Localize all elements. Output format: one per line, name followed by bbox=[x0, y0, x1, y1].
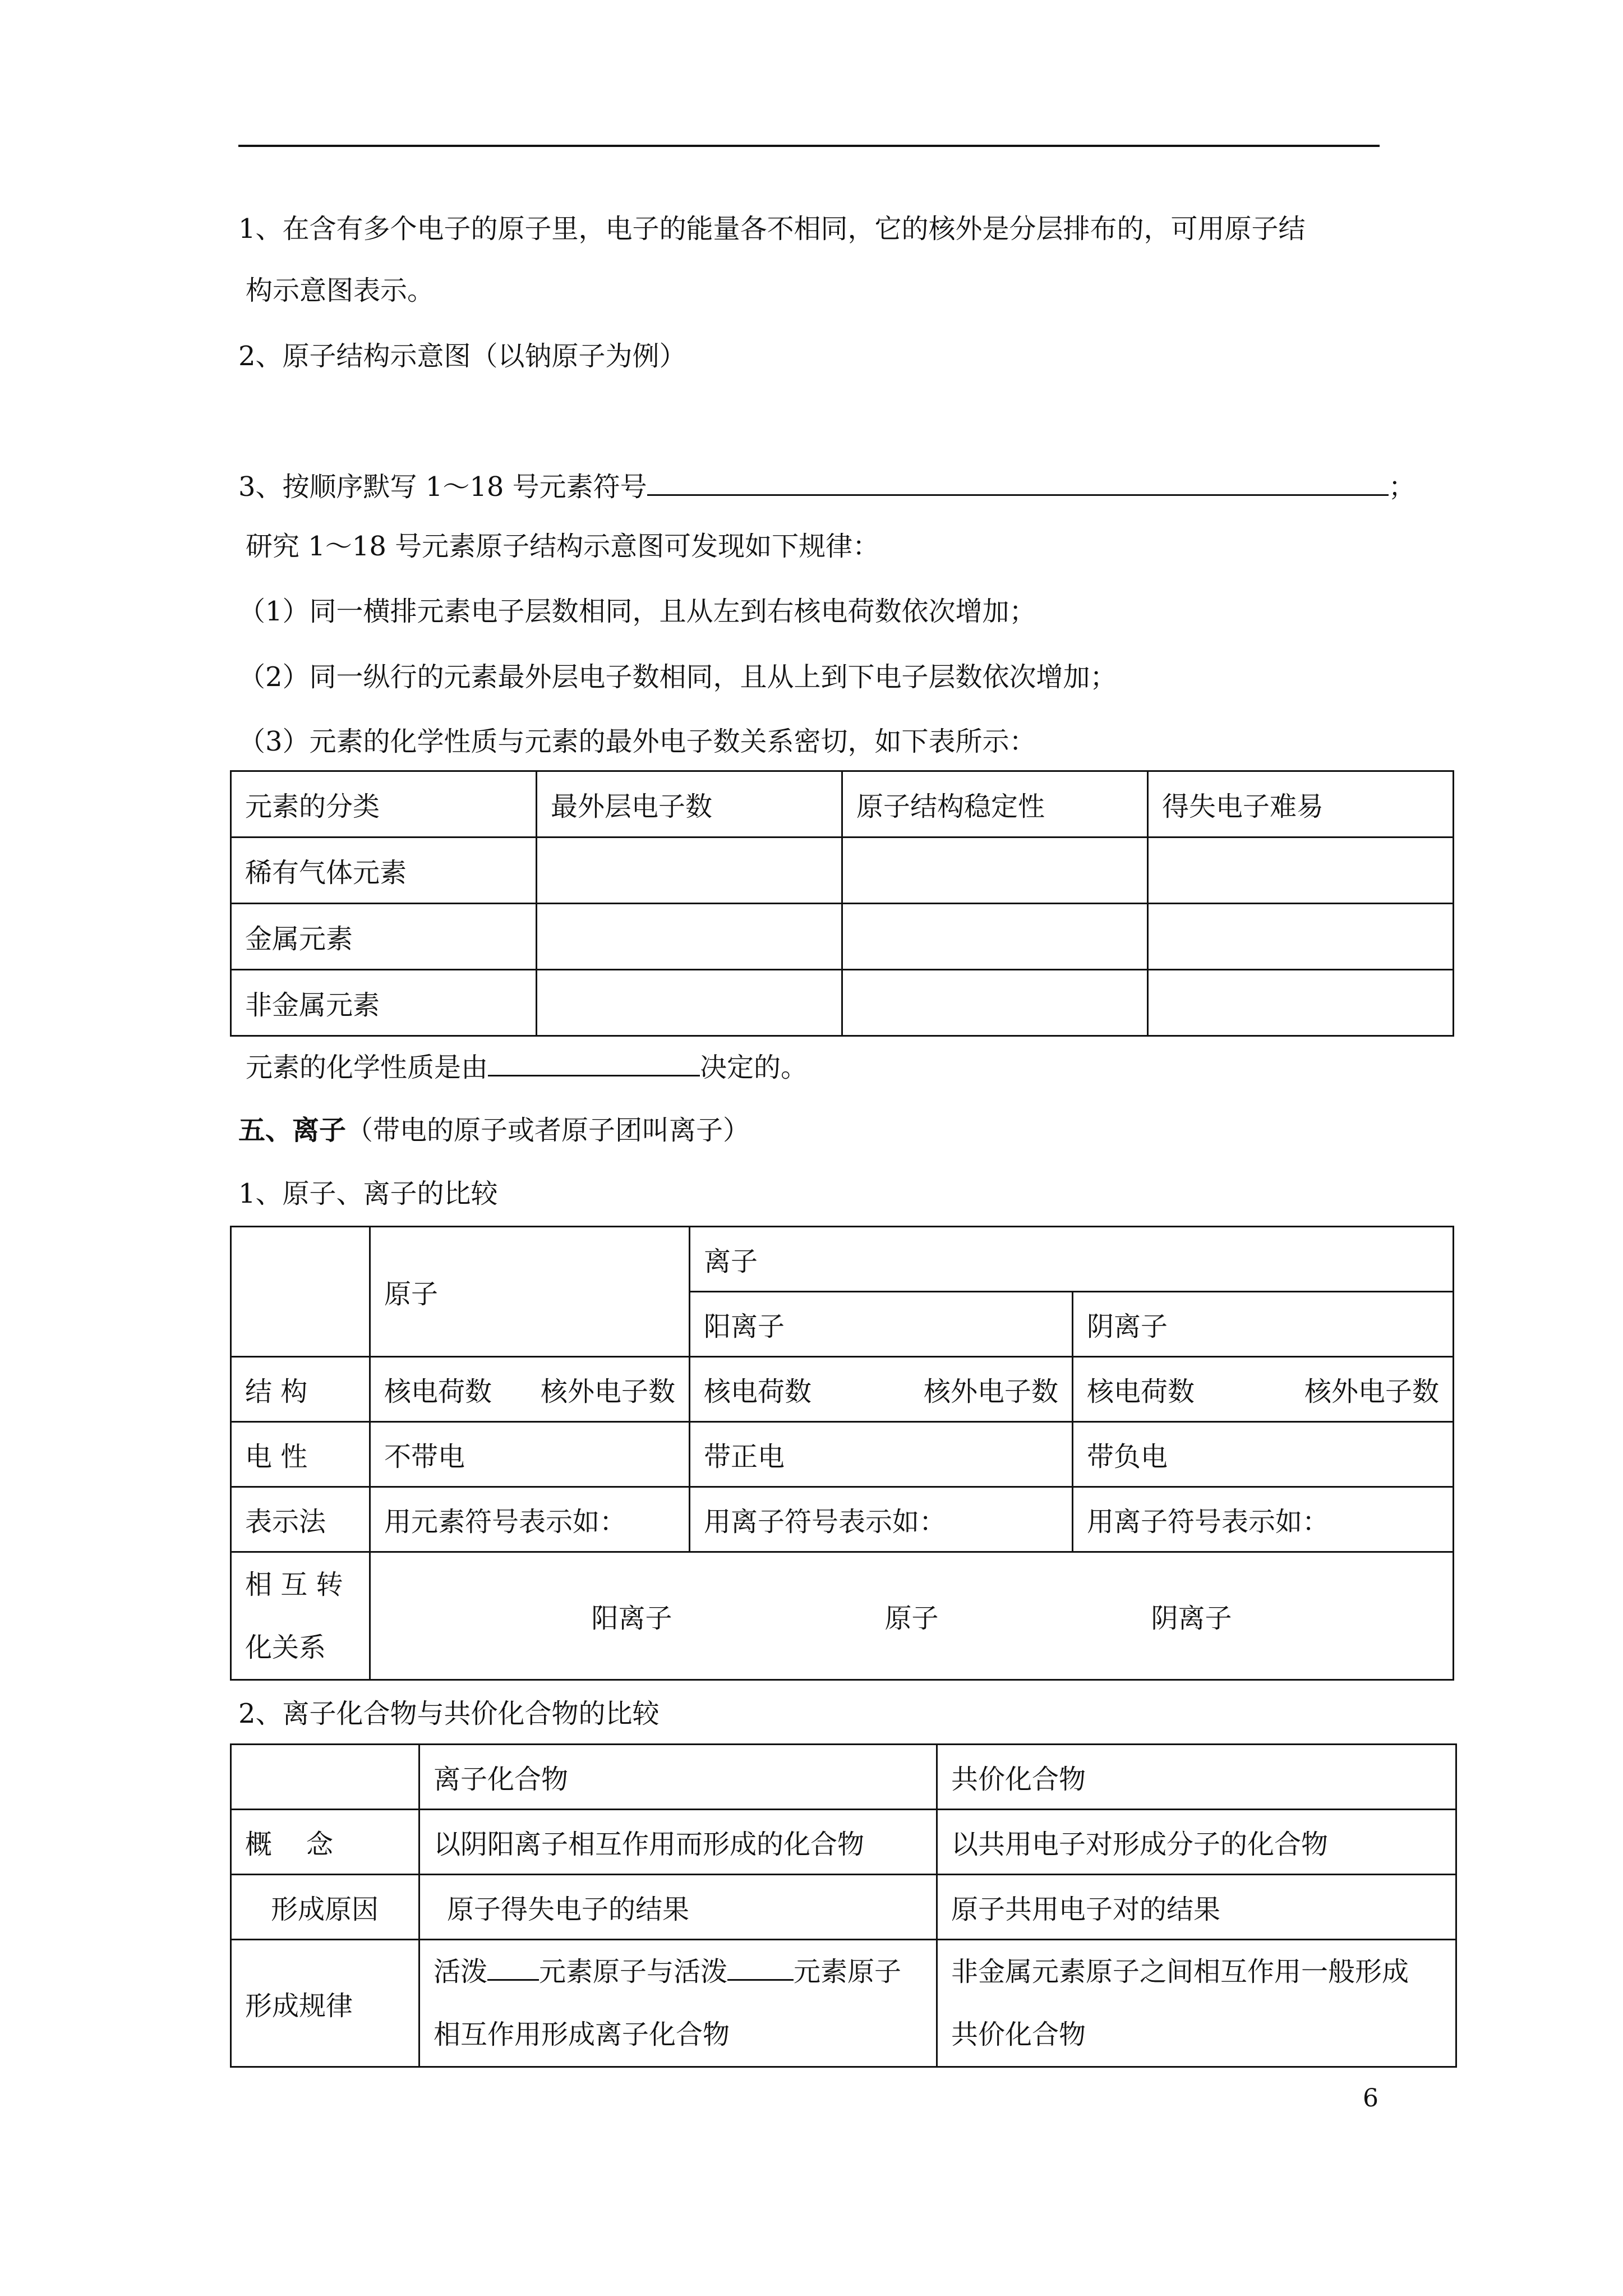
t2-conversion-cell bbox=[370, 1552, 1454, 1680]
t2-cation-notation: 用离子符号表示如： bbox=[690, 1487, 1073, 1552]
element-symbols-blank[interactable] bbox=[647, 467, 1389, 496]
element-classification-table bbox=[230, 770, 1454, 1037]
header-rule bbox=[238, 145, 1380, 147]
atom-ion-comparison-table bbox=[230, 1226, 1454, 1681]
electron-count-label: 核外电子数 bbox=[923, 1376, 1058, 1407]
t1-cell-empty[interactable] bbox=[1148, 970, 1454, 1036]
section5-heading bbox=[238, 1114, 750, 1147]
t2-row-notation: 表示法 bbox=[231, 1487, 370, 1552]
para3-text: 3、按顺序默写 1～18 号元素符号 bbox=[238, 471, 647, 503]
t1-cell-empty[interactable] bbox=[842, 838, 1148, 904]
t2-header-ion: 离子 bbox=[690, 1227, 1454, 1292]
t3-corner bbox=[231, 1745, 419, 1810]
t1-row-metal: 金属元素 bbox=[231, 904, 537, 970]
t1-cell-empty[interactable] bbox=[842, 904, 1148, 970]
metal-blank[interactable] bbox=[487, 1952, 539, 1981]
t3-covalent-cause: 原子共用电子对的结果 bbox=[937, 1875, 1456, 1940]
ionic-rule-line1: 活泼 元素原子与活泼 元素原子 bbox=[434, 1940, 936, 2003]
t3-ionic-cause: 原子得失电子的结果 bbox=[419, 1875, 937, 1940]
t2-header-atom: 原子 bbox=[370, 1227, 690, 1357]
covalent-rule-line2: 共价化合物 bbox=[951, 2019, 1086, 2050]
t3-header-ionic: 离子化合物 bbox=[419, 1745, 937, 1810]
sub2: 2、离子化合物与共价化合物的比较 bbox=[238, 1698, 660, 1729]
para3-end: ； bbox=[1388, 471, 1415, 503]
t2-atom-charge: 不带电 bbox=[370, 1422, 690, 1487]
t1-header-outer-electrons: 最外层电子数 bbox=[537, 771, 842, 838]
t3-covalent-concept: 以共用电子对形成分子的化合物 bbox=[937, 1810, 1456, 1875]
electron-count-label: 核外电子数 bbox=[540, 1376, 675, 1407]
t1-header-classification: 元素的分类 bbox=[231, 771, 537, 838]
t2-cation-charge: 带正电 bbox=[690, 1422, 1073, 1487]
chem-property-after: 决定的。 bbox=[700, 1052, 808, 1083]
t2-row-structure: 结 构 bbox=[231, 1357, 370, 1422]
t1-header-gain-loss: 得失电子难易 bbox=[1148, 771, 1454, 838]
compound-comparison-table bbox=[230, 1743, 1457, 2068]
t3-row-rule: 形成规律 bbox=[231, 1940, 419, 2067]
t1-cell-empty[interactable] bbox=[537, 970, 842, 1036]
conversion-label-line2: 化关系 bbox=[245, 1631, 326, 1663]
t2-anion-structure bbox=[1073, 1357, 1454, 1422]
t1-cell-empty[interactable] bbox=[842, 970, 1148, 1036]
page-number: 6 bbox=[1363, 2084, 1378, 2113]
t2-header-anion: 阴离子 bbox=[1073, 1292, 1454, 1357]
para1-line1: 1、在含有多个电子的原子里，电子的能量各不相同，它的核外是分层排布的，可用原子结 bbox=[238, 213, 1306, 245]
conversion-label-line1: 相 互 转 bbox=[245, 1568, 343, 1600]
chem-property-before: 元素的化学性质是由 bbox=[246, 1052, 488, 1083]
rule1: （1）同一横排元素电子层数相同，且从左到右核电荷数依次增加； bbox=[238, 596, 1036, 627]
t2-row-charge: 电 性 bbox=[231, 1422, 370, 1487]
t1-cell-empty[interactable] bbox=[537, 838, 842, 904]
convert-anion: 阴离子 bbox=[1151, 1603, 1232, 1634]
section5-note: （带电的原子或者原子团叫离子） bbox=[346, 1115, 750, 1146]
t1-cell-empty[interactable] bbox=[1148, 838, 1454, 904]
t1-cell-empty[interactable] bbox=[1148, 904, 1454, 970]
nuclear-charge-label: 核电荷数 bbox=[1087, 1376, 1195, 1407]
nuclear-charge-label: 核电荷数 bbox=[704, 1376, 812, 1407]
t1-row-nonmetal: 非金属元素 bbox=[231, 970, 537, 1036]
convert-cation: 阳离子 bbox=[591, 1603, 672, 1634]
chem-property-line bbox=[246, 1048, 808, 1084]
convert-atom: 原子 bbox=[884, 1603, 939, 1634]
t2-row-conversion bbox=[231, 1552, 370, 1680]
electron-count-label: 核外电子数 bbox=[1304, 1376, 1440, 1407]
section5-title: 五、离子 bbox=[238, 1115, 347, 1146]
para4: 研究 1～18 号元素原子结构示意图可发现如下规律： bbox=[246, 531, 880, 562]
t1-cell-empty[interactable] bbox=[537, 904, 842, 970]
nuclear-charge-label: 核电荷数 bbox=[384, 1376, 492, 1407]
t3-ionic-rule bbox=[419, 1940, 937, 2067]
rule3: （3）元素的化学性质与元素的最外电子数关系密切，如下表所示： bbox=[238, 726, 1036, 757]
t2-anion-charge: 带负电 bbox=[1073, 1422, 1454, 1487]
t2-corner bbox=[231, 1227, 370, 1357]
t2-cation-structure bbox=[690, 1357, 1073, 1422]
t2-atom-notation: 用元素符号表示如： bbox=[370, 1487, 690, 1552]
t3-row-cause: 形成原因 bbox=[231, 1875, 419, 1940]
t1-header-stability: 原子结构稳定性 bbox=[842, 771, 1148, 838]
t2-atom-structure bbox=[370, 1357, 690, 1422]
sub1: 1、原子、离子的比较 bbox=[238, 1178, 498, 1209]
covalent-rule-line1: 非金属元素原子之间相互作用一般形成 bbox=[951, 1956, 1409, 1987]
para2: 2、原子结构示意图（以钠原子为例） bbox=[238, 341, 686, 372]
para3 bbox=[238, 467, 1415, 504]
ionic-rule-line2: 相互作用形成离子化合物 bbox=[434, 2019, 730, 2050]
nonmetal-blank[interactable] bbox=[727, 1952, 794, 1981]
t2-header-cation: 阳离子 bbox=[690, 1292, 1073, 1357]
t1-row-noble-gas: 稀有气体元素 bbox=[231, 838, 537, 904]
t3-row-concept: 概 念 bbox=[231, 1810, 419, 1875]
para1-line2: 构示意图表示。 bbox=[246, 275, 435, 306]
t3-header-covalent: 共价化合物 bbox=[937, 1745, 1456, 1810]
rule2: （2）同一纵行的元素最外层电子数相同，且从上到下电子层数依次增加； bbox=[238, 661, 1117, 693]
chem-property-blank[interactable] bbox=[488, 1048, 700, 1076]
t3-covalent-rule bbox=[937, 1940, 1456, 2067]
t2-anion-notation: 用离子符号表示如： bbox=[1073, 1487, 1454, 1552]
t3-ionic-concept: 以阴阳离子相互作用而形成的化合物 bbox=[419, 1810, 937, 1875]
